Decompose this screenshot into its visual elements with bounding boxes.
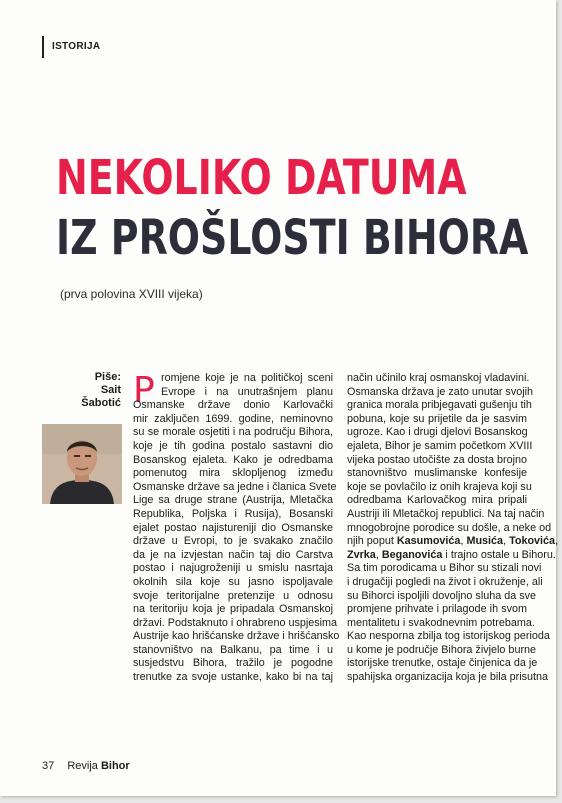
drop-cap: P bbox=[133, 370, 155, 411]
article-line: su se morale osjetiti i na području Bihora, bbox=[133, 426, 333, 439]
article-line: postao i najugroženiji u smislu nasrtaja bbox=[133, 562, 333, 575]
page-number: 37 bbox=[42, 760, 55, 772]
magazine-name bbox=[67, 760, 129, 772]
article-line: države u Evropi, to je svakako značilo bbox=[133, 535, 333, 548]
article-line: Sa tim porodicama u Bihor su stizali novi bbox=[347, 562, 542, 575]
article-line: Austriji ili Mletačkoj republici. Na taj način bbox=[347, 507, 545, 520]
article-line: Republika, Poljska i Rusija), Bosanski bbox=[133, 507, 333, 520]
article-line: svoje teritorijalne pretenzije u odnosu bbox=[133, 589, 333, 602]
article-line: koje je tih godina postalo sastavni dio bbox=[133, 439, 333, 452]
article-line: ugroze. Kao i drugi djelovi Bosanskog bbox=[347, 426, 528, 439]
article-line: stanovništvo na Balkanu, pa time i u bbox=[133, 643, 333, 656]
article-line: promjene prihvate i prilagode ih svom bbox=[347, 603, 527, 616]
author-label: Piše: bbox=[94, 371, 121, 383]
magazine-prefix: Revija bbox=[67, 760, 98, 772]
article-line: spahijska organizacija koja je bila prisutna bbox=[347, 671, 549, 684]
article-line: mentalitetu i svakodnevnim potrebama. bbox=[347, 616, 535, 629]
article-line: Zvrka, Beganovića i trajno ostale u Bihoru. bbox=[347, 548, 556, 561]
article-line: su Bihorci ispoljili dovoljno sluha da sve bbox=[347, 589, 537, 602]
article-line: i drugačiji pogledi na život i okruženje, ali bbox=[347, 575, 543, 588]
article-line: ejaleta, Bihor je samim početkom XVIII bbox=[347, 439, 533, 452]
article-line: vijeka postao utočište za dosta brojno bbox=[347, 453, 528, 466]
article-line: Evrope i na unutrašnjem planu bbox=[161, 385, 333, 398]
title-line-1: NEKOLIKO DATUMA bbox=[56, 150, 467, 206]
article-line: susjedstvu Bihora, tražilo je pogodne bbox=[133, 657, 333, 670]
author-photo bbox=[42, 424, 122, 504]
section-label: ISTORIJA bbox=[42, 36, 100, 58]
article-line: na teritoriju koja je pripadala Osmanskoj bbox=[133, 603, 333, 616]
article-line: pomenutog mira sklopljenog između bbox=[133, 467, 333, 480]
article-line: romjene koje je na političkoj sceni bbox=[161, 372, 333, 384]
article-line: pobuna, koje su prijetile da je sasvim bbox=[347, 412, 527, 425]
article-line: da je na izvjestan način taj dio Carstva bbox=[133, 548, 333, 561]
title-line-2: IZ PROŠLOSTI BIHORA bbox=[56, 210, 529, 266]
article-line: stanovništvo muslimanske konfesije bbox=[347, 467, 527, 480]
author-byline bbox=[52, 371, 121, 410]
article-line: u kome je područje Bihora živjelo burne bbox=[347, 643, 537, 656]
article-line: ejalet postao najistureniji dio Osmanske bbox=[133, 521, 333, 534]
author-first-name: Sait bbox=[100, 384, 121, 396]
subtitle: (prva polovina XVIII vijeka) bbox=[60, 287, 203, 301]
article-column-2 bbox=[347, 372, 559, 685]
magazine-brand: Bihor bbox=[100, 760, 130, 772]
article-line: Osmanske države donio Karlovački bbox=[133, 399, 333, 412]
article-line: njih poput Kasumovića, Musića, Tokovića, bbox=[347, 535, 559, 548]
article-line: Kao nesporna zbilja tog istorijskog perioda bbox=[347, 630, 550, 643]
article-column-1 bbox=[133, 372, 340, 685]
article-line: mnogobrojne porodice su došle, a neke od bbox=[347, 521, 552, 534]
article-line: mir zaključen 1699. godine, neminovno bbox=[133, 412, 333, 425]
page-footer bbox=[42, 760, 130, 772]
article-line: koje se povlačilo iz onih krajeva koji su bbox=[347, 480, 532, 493]
article-line: Osmanska država je zato unutar svojih bbox=[347, 385, 534, 398]
author-last-name: Šabotić bbox=[81, 397, 121, 409]
article-line: trenutke za svoje ustanke, kako bi na taj bbox=[133, 671, 333, 684]
article-line: Lige sa druge strane (Austrija, Mletačka bbox=[133, 494, 333, 507]
article-line: Austrije kao hrišćanske države i hrišćansko bbox=[133, 630, 340, 643]
article-line: istorijske trenutke, ostaje činjenica da je bbox=[347, 657, 538, 670]
article-line: odredbama Karlovačkog mira pripali bbox=[347, 494, 527, 507]
article-line: okolnih sila koje su jasno ispoljavale bbox=[133, 575, 333, 588]
article-line: Bosanskog ejaleta. Kako je odredbama bbox=[133, 453, 333, 466]
article-line: granica morala pribjegavati gušenju tih bbox=[347, 399, 532, 412]
article-line: državi. Podstaknuto i ohrabreno uspjesima bbox=[133, 616, 338, 629]
article-line: način učinilo kraj osmanskoj vladavini. bbox=[347, 372, 530, 384]
article-line: Osmanske države sa jedne i članica Svete bbox=[133, 480, 337, 493]
